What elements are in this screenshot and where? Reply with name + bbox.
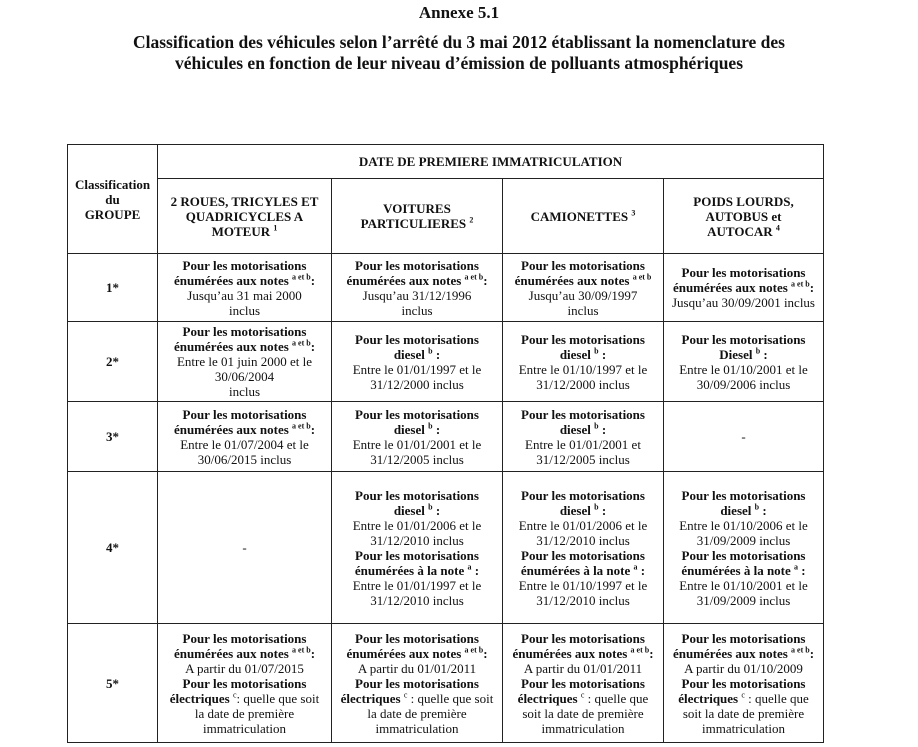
table-row — [68, 402, 824, 472]
table-cell: Pour les motorisations énumérées aux notes $^{a et b}$: A partir du 01/01/2011 Pour les motorisations électriques $^c$ : quelle que soit la date de première immatriculation — [332, 624, 503, 743]
table-cell: Pour les motorisations diesel $^b$ : Entre le 01/01/2006 et le 31/12/2010 inclus Pour les motorisations énumérées à la note $^a$ : Entre le 01/10/1997 et le 31/12/2010 inclus — [503, 472, 664, 624]
table-cell: Pour les motorisations diesel $^b$ : Entre le 01/10/1997 et le 31/12/2000 inclus — [503, 322, 664, 402]
table-cell: Pour les motorisations énumérées aux notes $^{a et b}$: Jusqu’au 31 mai 2000 inclus — [158, 254, 332, 322]
table-cell-empty: - — [664, 402, 824, 472]
table-row — [68, 254, 824, 322]
table-cell: Pour les motorisations diesel $^b$ : Entre le 01/01/2001 et 31/12/2005 inclus — [503, 402, 664, 472]
group-label: 5* — [68, 624, 158, 743]
table-cell: Pour les motorisations énumérées aux notes $^{a et b}$: Entre le 01/07/2004 et le 30/06/2015 inclus — [158, 402, 332, 472]
annex-heading: Annexe 5.1 — [418, 3, 500, 22]
title-line-1: Classification des véhicules selon l’arrêté du 3 mai 2012 établissant la nomenclature des — [132, 32, 785, 52]
table-cell: Pour les motorisations énumérées aux notes $^{a et b}$: A partir du 01/07/2015 Pour les motorisations électriques $^c$: quelle que soit la date de première immatriculation — [158, 624, 332, 743]
group-label: 4* — [68, 472, 158, 624]
table-cell: Pour les motorisations Diesel $^b$ : Entre le 01/10/2001 et le 30/09/2006 inclus — [664, 322, 824, 402]
classification-table — [67, 144, 824, 743]
date-header: DATE DE PREMIERE IMMATRICULATION — [158, 145, 824, 179]
table-header-row-1 — [68, 145, 824, 179]
table-cell: Pour les motorisations énumérées aux notes $^{a et b}$: Jusqu’au 31/12/1996 inclus — [332, 254, 503, 322]
table-row — [68, 322, 824, 402]
table-cell: Pour les motorisations diesel $^b$ : Entre le 01/01/1997 et le 31/12/2000 inclus — [332, 322, 503, 402]
title-line-2: véhicules en fonction de leur niveau d’émission de polluants atmosphériques — [175, 53, 743, 73]
col-header-cars: VOITURES PARTICULIERES $^2$ — [332, 179, 503, 254]
table-cell: Pour les motorisations énumérées aux notes $^{a et b}$: Jusqu’au 30/09/2001 inclus — [664, 254, 824, 322]
table-cell: Pour les motorisations énumérées aux notes $^{a et b}$ Jusqu’au 30/09/1997 inclus — [503, 254, 664, 322]
document-title — [40, 32, 878, 74]
table-cell: Pour les motorisations diesel $^b$ : Entre le 01/10/2006 et le 31/09/2009 inclus Pour les motorisations énumérées à la note $^a$ : Entre le 01/10/2001 et le 31/09/2009 inclus — [664, 472, 824, 624]
group-label: 2* — [68, 322, 158, 402]
table-row — [68, 624, 824, 743]
col-header-vans: CAMIONETTES $^3$ — [503, 179, 664, 254]
col-header-two-wheels: 2 ROUES, TRICYLES ET QUADRICYCLES A MOTEUR $^1$ — [158, 179, 332, 254]
table-cell: Pour les motorisations diesel $^b$ : Entre le 01/01/2006 et le 31/12/2010 inclus Pour les motorisations énumérées à la note $^a$ : Entre le 01/01/1997 et le 31/12/2010 inclus — [332, 472, 503, 624]
table-cell: Pour les motorisations diesel $^b$ : Entre le 01/01/2001 et le 31/12/2005 inclus — [332, 402, 503, 472]
table-cell: Pour les motorisations énumérées aux notes $^{a et b}$: A partir du 01/01/2011 Pour les motorisations électriques $^c$ : quelle que soit la date de première immatriculation — [503, 624, 664, 743]
col-header-heavy: POIDS LOURDS, AUTOBUS et AUTOCAR $^4$ — [664, 179, 824, 254]
group-label: 1* — [68, 254, 158, 322]
classification-header: Classification du GROUPE — [68, 145, 158, 254]
table-cell-empty: - — [158, 472, 332, 624]
table-header-row-2 — [68, 179, 824, 254]
group-label: 3* — [68, 402, 158, 472]
table-cell: Pour les motorisations énumérées aux notes $^{a et b}$: A partir du 01/10/2009 Pour les motorisations électriques $^c$ : quelle que soit la date de première immatriculation — [664, 624, 824, 743]
table-cell: Pour les motorisations énumérées aux notes $^{a et b}$: Entre le 01 juin 2000 et le 30/06/2004 inclus — [158, 322, 332, 402]
table-row — [68, 472, 824, 624]
